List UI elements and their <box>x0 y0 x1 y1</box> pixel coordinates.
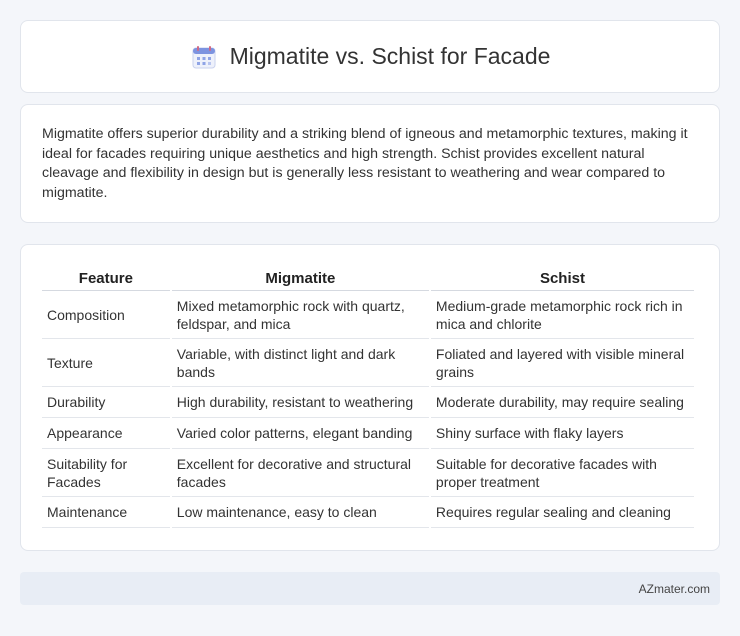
table-row <box>42 291 694 339</box>
migmatite-cell: High durability, resistant to weathering <box>172 387 429 418</box>
schist-cell: Requires regular sealing and cleaning <box>431 497 694 528</box>
table-header-row <box>42 267 694 291</box>
schist-cell: Shiny surface with flaky layers <box>431 418 694 449</box>
title-card <box>20 20 720 93</box>
comparison-table <box>40 267 696 528</box>
schist-cell: Medium-grade metamorphic rock rich in mica and chlorite <box>431 291 694 339</box>
migmatite-cell: Variable, with distinct light and dark bands <box>172 339 429 387</box>
schist-cell: Suitable for decorative facades with proper treatment <box>431 449 694 497</box>
calendar-grid-icon <box>190 43 218 71</box>
header-migmatite: Migmatite <box>172 267 429 291</box>
intro-paragraph: Migmatite offers superior durability and a striking blend of igneous and metamorphic textures, making it ideal for facades requiring unique aesthetics and high strength. Schist provides excellent natural cleavage and flexibility in design but is generally less resistant to weathering and wear compared to migmatite. <box>42 126 688 201</box>
intro-card <box>20 104 720 223</box>
table-row <box>42 418 694 449</box>
footer-site-link[interactable]: AZmater.com <box>638 581 710 596</box>
footer-bar <box>20 572 720 605</box>
schist-cell: Foliated and layered with visible mineral grains <box>431 339 694 387</box>
feature-cell: Composition <box>42 291 170 339</box>
schist-cell: Moderate durability, may require sealing <box>431 387 694 418</box>
page-title: Migmatite vs. Schist for Facade <box>229 43 551 69</box>
migmatite-cell: Low maintenance, easy to clean <box>172 497 429 528</box>
migmatite-cell: Excellent for decorative and structural facades <box>172 449 429 497</box>
feature-cell: Texture <box>42 339 170 387</box>
feature-cell: Appearance <box>42 418 170 449</box>
comparison-card <box>20 244 720 551</box>
title-wrap <box>190 43 551 71</box>
feature-cell: Suitability for Facades <box>42 449 170 497</box>
table-row <box>42 339 694 387</box>
feature-cell: Durability <box>42 387 170 418</box>
feature-cell: Maintenance <box>42 497 170 528</box>
migmatite-cell: Varied color patterns, elegant banding <box>172 418 429 449</box>
header-schist: Schist <box>431 267 694 291</box>
header-feature: Feature <box>42 267 170 291</box>
table-row <box>42 449 694 497</box>
table-row <box>42 387 694 418</box>
table-row <box>42 497 694 528</box>
migmatite-cell: Mixed metamorphic rock with quartz, feldspar, and mica <box>172 291 429 339</box>
